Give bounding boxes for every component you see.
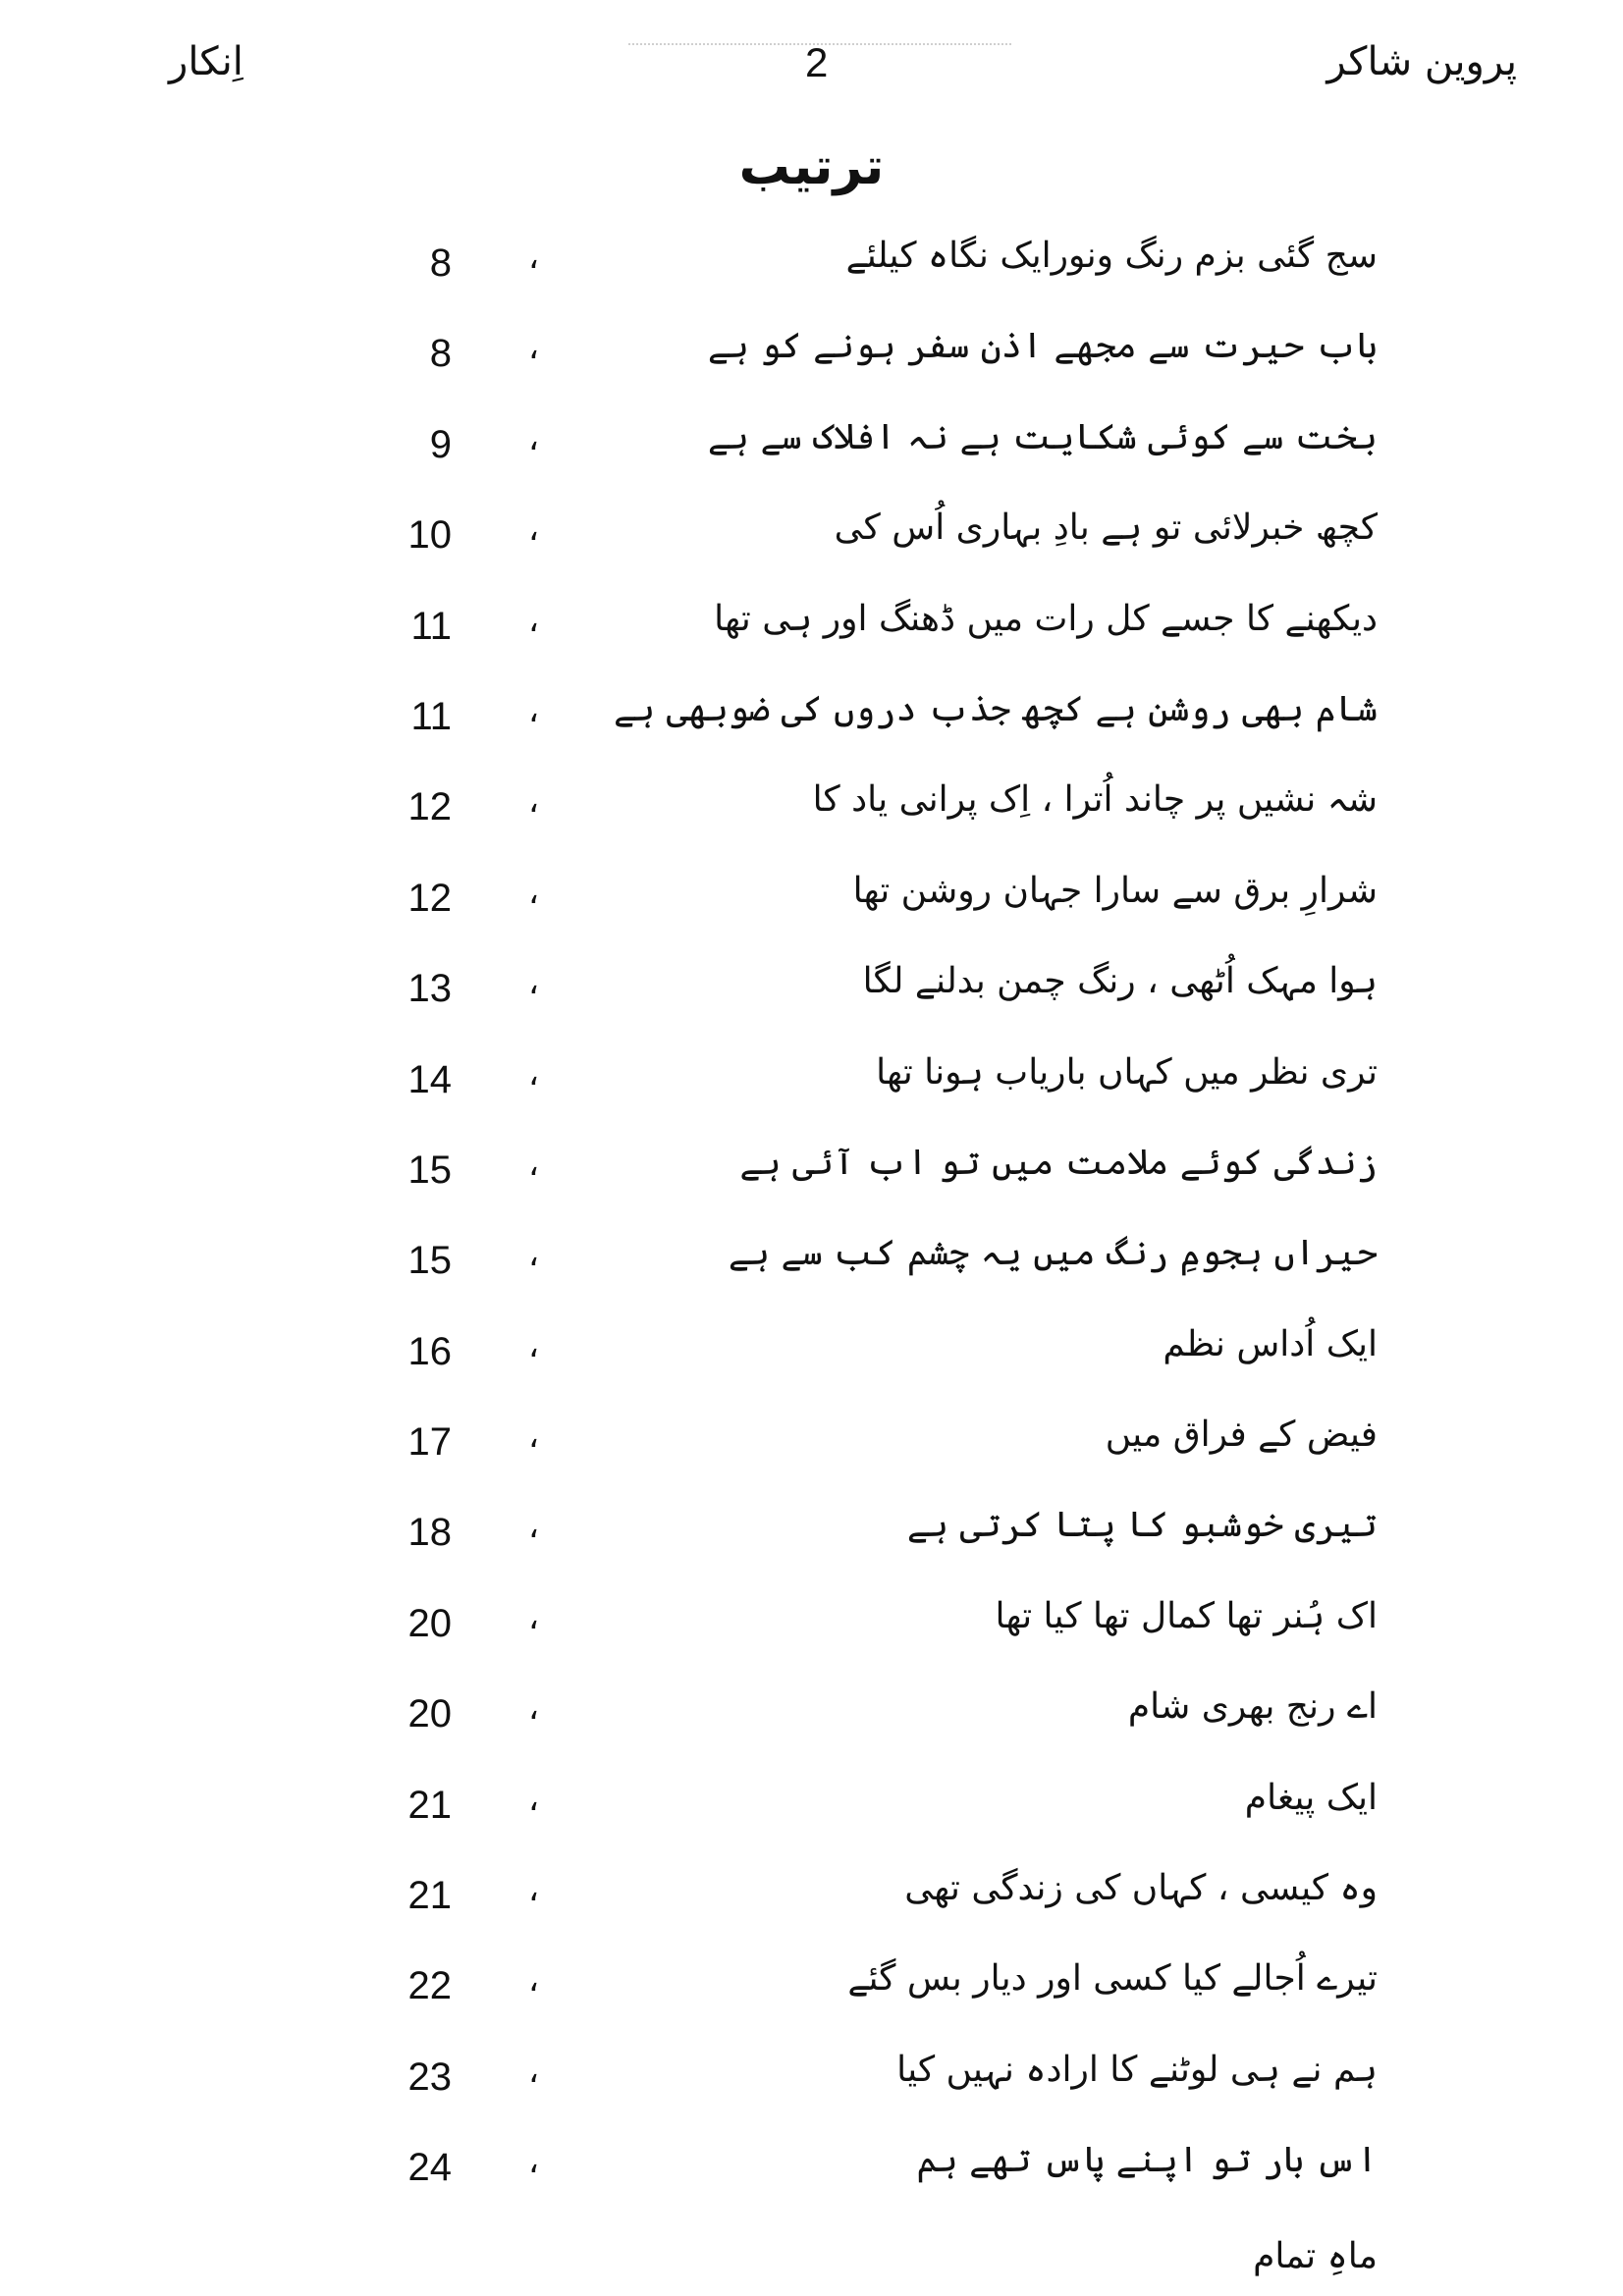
toc-entry-title: حیراں ہجومِ رنگ میں یہ چشم کب سے ہے: [728, 1233, 1378, 1274]
toc-entry: [0, 857, 1623, 947]
toc-entry: [0, 766, 1623, 856]
toc-entry: [0, 1310, 1623, 1401]
toc-entry-separator: ،: [528, 2142, 539, 2182]
toc-entry-separator: ،: [528, 1870, 539, 1910]
toc-entry-title: وہ کیسی ، کہاں کی زندگی تھی: [904, 1868, 1378, 1909]
toc-entry-separator: ،: [528, 2051, 539, 2091]
toc-entry-separator: ،: [528, 1416, 539, 1457]
toc-entry: [0, 1582, 1623, 1673]
toc-entry: [0, 312, 1623, 402]
toc-entry-page: 18: [407, 1511, 452, 1555]
toc-entry-page: 20: [407, 1601, 452, 1645]
toc-entry-title: اس بار تو اپنے پاس تھے ہم: [916, 2140, 1378, 2181]
toc-entry-page: 23: [407, 2055, 452, 2099]
toc-entry-title: دیکھنے کا جسے کل رات میں ڈھنگ اور ہی تھا: [714, 598, 1378, 639]
toc-entry-separator: ،: [528, 1235, 539, 1275]
toc-heading: ترتیب: [738, 137, 885, 196]
toc-entry-separator: ،: [528, 781, 539, 822]
toc-entry: [0, 403, 1623, 494]
toc-entry-title: سج گئی بزم رنگ ونورایک نگاہ کیلئے: [845, 236, 1378, 276]
toc-entry-separator: ،: [528, 1144, 539, 1184]
toc-entry-page: 21: [407, 1783, 452, 1827]
toc-entry-page: 13: [407, 967, 452, 1011]
toc-entry-page: 14: [407, 1057, 452, 1101]
toc-entry: [0, 1129, 1623, 1219]
header-book-title: اِنکار: [169, 39, 243, 84]
toc-entry: [0, 675, 1623, 766]
toc-entry-page: 8: [429, 332, 452, 376]
toc-entry: [0, 1491, 1623, 1581]
toc-entry-page: 22: [407, 1964, 452, 2008]
toc-entry: [0, 585, 1623, 675]
toc-entry-page: 15: [407, 1239, 452, 1283]
toc-entry-page: 17: [407, 1420, 452, 1465]
toc-entry-title: ایک اُداس نظم: [1163, 1323, 1378, 1364]
toc-entry: [0, 1945, 1623, 2035]
toc-entry-separator: ،: [528, 1325, 539, 1365]
toc-entry: [0, 494, 1623, 584]
table-of-contents: [0, 222, 1623, 2217]
section-heading-next: ماہِ تمام: [1253, 2236, 1378, 2276]
toc-entry-page: 21: [407, 1874, 452, 1918]
toc-entry-separator: ،: [528, 238, 539, 277]
toc-entry-page: 10: [407, 513, 452, 558]
toc-entry-title: ایک پیغام: [1244, 1777, 1378, 1818]
toc-entry: [0, 1764, 1623, 1854]
toc-entry-separator: ،: [528, 328, 539, 368]
toc-entry-title: کچھ خبرلائی تو ہے بادِ بہاری اُس کی: [834, 507, 1378, 549]
toc-entry-separator: ،: [528, 600, 539, 640]
toc-entry: [0, 1854, 1623, 1945]
toc-entry-title: اے رنج بھری شام: [1127, 1686, 1378, 1728]
toc-entry: [0, 1401, 1623, 1491]
toc-entry-page: 8: [429, 241, 452, 285]
toc-entry-separator: ،: [528, 1688, 539, 1729]
toc-entry-page: 9: [429, 422, 452, 466]
toc-entry-title: تیرے اُجالے کیا کسی اور دیار بس گئے: [847, 1958, 1378, 2000]
toc-entry-page: 11: [410, 604, 452, 648]
toc-entry: [0, 1219, 1623, 1309]
toc-entry-title: بخت سے کوئی شکایت ہے نہ افلاک سے ہے: [707, 416, 1378, 457]
toc-entry: [0, 1039, 1623, 1129]
toc-entry-page: 11: [410, 694, 452, 738]
toc-entry-title: تیری خوشبو کا پتا کرتی ہے: [906, 1505, 1378, 1546]
toc-entry: [0, 222, 1623, 312]
toc-entry-page: 12: [407, 876, 452, 920]
toc-entry-separator: ،: [528, 1779, 539, 1819]
toc-entry-title: شام بھی روشن ہے کچھ جذب دروں کی ضوبھی ہے: [614, 688, 1378, 729]
toc-entry: [0, 1673, 1623, 1763]
toc-entry-title: باب حیرت سے مجھے اذن سفر ہونے کو ہے: [707, 326, 1378, 367]
toc-entry-separator: ،: [528, 872, 539, 912]
page-number: 2: [805, 39, 829, 85]
toc-entry-separator: ،: [528, 1960, 539, 2001]
toc-entry: [0, 2126, 1623, 2216]
toc-entry-page: 20: [407, 1692, 452, 1736]
toc-entry-separator: ،: [528, 509, 539, 550]
toc-entry-separator: ،: [528, 1597, 539, 1637]
toc-entry-title: تری نظر میں کہاں باریاب ہونا تھا: [876, 1051, 1378, 1093]
toc-entry-page: 24: [407, 2146, 452, 2190]
toc-entry-separator: ،: [528, 1053, 539, 1094]
toc-entry-title: شرارِ برق سے سارا جہان روشن تھا: [852, 870, 1378, 911]
toc-entry: [0, 2036, 1623, 2126]
toc-entry-title: ہم نے ہی لوٹنے کا ارادہ نہیں کیا: [896, 2049, 1378, 2090]
toc-entry-separator: ،: [528, 690, 539, 730]
toc-entry-title: فیض کے فراق میں: [1105, 1415, 1378, 1456]
toc-entry-title: شہ نشیں پر چاند اُترا ، اِک پرانی یاد کا: [812, 779, 1378, 821]
toc-entry-title: اک ہُنر تھا کمال تھا کیا تھا: [995, 1595, 1378, 1636]
toc-entry-separator: ،: [528, 1507, 539, 1547]
toc-entry-page: 12: [407, 785, 452, 829]
toc-entry-separator: ،: [528, 418, 539, 458]
toc-entry: [0, 947, 1623, 1038]
toc-entry-separator: ،: [528, 963, 539, 1003]
toc-entry-page: 15: [407, 1148, 452, 1192]
toc-entry-title: ہوا مہک اُٹھی ، رنگ چمن بدلنے لگا: [862, 961, 1378, 1002]
toc-entry-page: 16: [407, 1329, 452, 1373]
toc-entry-title: زندگی کوئے ملامت میں تو اب آئی ہے: [739, 1142, 1378, 1183]
header-author: پروین شاکر: [1326, 39, 1517, 84]
